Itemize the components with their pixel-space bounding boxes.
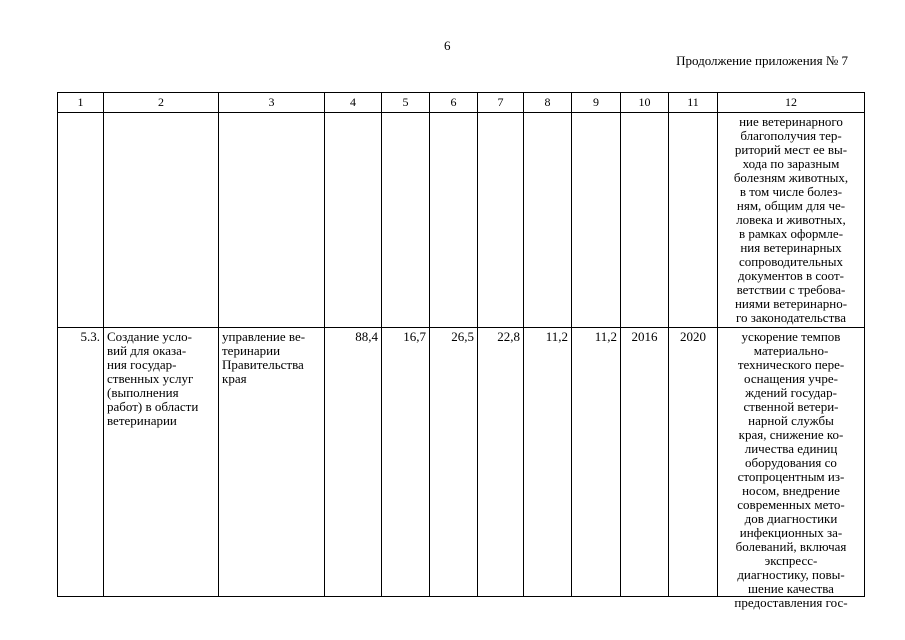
table-cell [621,113,669,328]
result-cell: ние ветеринарного благополучия тер- риторий мест ее вы- хода по заразным болезням животных, в том числе болез- ням, общим для че- ловека и животных, в рамках оформле- ния ветеринарных сопроводительных документов в соот- ветствии с требова- ниями ветеринарно- го законодательства [718,113,865,328]
header-cell: 11 [669,93,718,113]
result-cell [718,328,865,610]
executor-cell: управление ве- теринарии Правительства края [219,328,325,597]
table-cell [325,113,382,328]
header-cell: 7 [478,93,524,113]
table-row-continued [58,113,865,328]
program-table [57,92,865,610]
page-number: 6 [444,38,451,53]
table-cell [430,113,478,328]
header-cell: 2 [104,93,219,113]
table-row-5-3 [58,328,865,597]
funding-year-cell: 11,2 [572,328,621,597]
table-cell [104,113,219,328]
table-cell [219,113,325,328]
funding-year-cell: 26,5 [430,328,478,597]
funding-year-cell: 11,2 [524,328,572,597]
start-year-cell: 2016 [621,328,669,597]
header-cell: 12 [718,93,865,113]
header-cell: 3 [219,93,325,113]
funding-total-cell: 88,4 [325,328,382,597]
header-cell: 5 [382,93,430,113]
result-text: ускорение темпов материально- технического пере- оснащения учре- ждений государ- ственной ветери- нарной службы края, снижение ко- личества единиц оборудования со стопроцентным из- носом, внедрение современных мето- дов диагностики инфекционных за- болеваний, включая экспресс- диагностику, повы- шение качества предоставления гос- [734,329,848,610]
table-cell [58,113,104,328]
funding-year-cell: 16,7 [382,328,430,597]
continuation-caption: Продолжение приложения № 7 [676,53,848,68]
header-row [58,93,865,113]
header-cell: 4 [325,93,382,113]
header-cell: 8 [524,93,572,113]
header-cell: 9 [572,93,621,113]
table-cell [478,113,524,328]
end-year-cell: 2020 [669,328,718,597]
table-cell [382,113,430,328]
table-cell [669,113,718,328]
header-cell: 1 [58,93,104,113]
table-cell [524,113,572,328]
header-cell: 10 [621,93,669,113]
header-cell: 6 [430,93,478,113]
table-cell [572,113,621,328]
measure-name-cell: Создание усло- вий для оказа- ния государ- ственных услуг (выполнения работ) в области ветеринарии [104,328,219,597]
item-number-cell: 5.3. [58,328,104,597]
funding-year-cell: 22,8 [478,328,524,597]
